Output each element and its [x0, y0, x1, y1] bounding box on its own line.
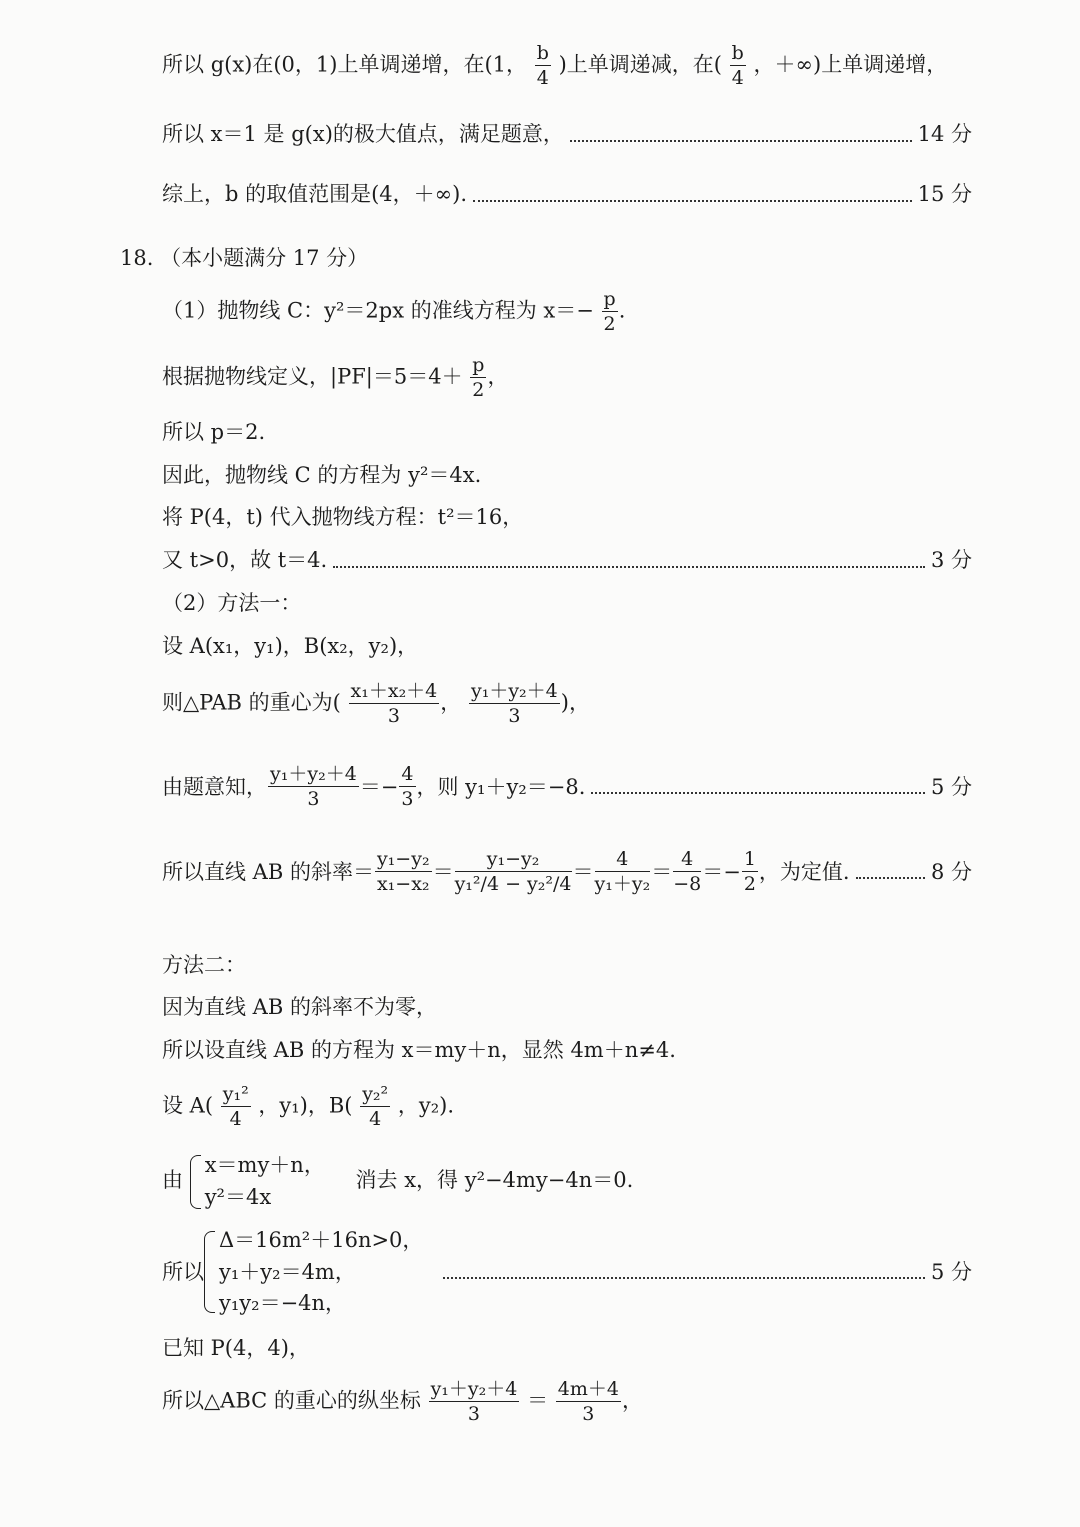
line-system-2: [162, 1225, 972, 1320]
dotted-leader: [856, 877, 925, 879]
text: 在(0，1)上单调递增，在(1，: [252, 52, 528, 77]
text: 综上，b 的取值范围是(4，＋∞).: [162, 182, 468, 206]
line-conclusion: [162, 184, 972, 205]
score: 15 分: [917, 182, 972, 206]
fraction-4-over-3: $\frac{4}{3}$: [401, 763, 414, 810]
fraction-y-centroid: $\frac{\text{y₁＋y₂＋4}}{3}$: [470, 680, 558, 727]
fraction-p-over-2: $\frac{p}{2}$: [472, 354, 485, 401]
text: 由题意知，: [162, 774, 267, 799]
text: ，: [440, 690, 462, 715]
fraction-ordinate-1: $\frac{\text{y₁＋y₂＋4}}{3}$: [430, 1378, 518, 1425]
line-p: 所以 p＝2.: [162, 420, 266, 444]
line-nonzero-slope: 因为直线 AB 的斜率不为零，: [162, 995, 437, 1019]
text: ＝: [651, 859, 673, 884]
fraction-slope-1: $\frac{\text{y₁−y₂}}{\text{x₁−x₂}}$: [376, 848, 430, 895]
score: 5 分: [930, 774, 972, 799]
text: y²＝4x: [204, 1184, 272, 1209]
line-directrix: [162, 290, 625, 334]
line-max-point: [162, 124, 972, 145]
fraction-p-over-2: $\frac{p}{2}$: [603, 288, 616, 335]
line-method2: 方法二：: [162, 953, 246, 977]
dotted-leader: [443, 1277, 925, 1279]
line-setpoints: 设 A(x₁，y₁)，B(x₂，y₂)，: [162, 634, 419, 658]
fraction-slope-4: $\frac{4}{-8}$: [673, 848, 702, 895]
text: ，为定值.: [758, 859, 850, 884]
line-centroid: [162, 682, 590, 726]
text: ＝−: [702, 859, 741, 884]
text: )，: [560, 690, 590, 715]
question-18-header: 18. （本小题满分 17 分）: [120, 246, 369, 270]
line-equation: 因此，抛物线 C 的方程为 y²＝4x.: [162, 463, 482, 487]
text: ，y₂).: [397, 1093, 454, 1118]
text: 所以△ABC 的重心的纵坐标: [162, 1388, 421, 1413]
score: 3 分: [930, 548, 972, 572]
fraction-y1sq: $\frac{\text{y₁²}}{4}$: [222, 1083, 249, 1130]
text: ，则 y₁＋y₂＝−8.: [416, 774, 586, 799]
fraction-b-over-4: $\frac{b}{4}$: [536, 42, 549, 89]
fraction-x-centroid: $\frac{\text{x₁＋x₂＋4}}{3}$: [350, 680, 438, 727]
fraction-slope-3: $\frac{4}{\text{y₁＋y₂}}$: [594, 848, 651, 895]
equation-system: [190, 1150, 325, 1213]
score: 14 分: [917, 122, 972, 146]
score: 8 分: [930, 859, 972, 884]
text: x＝my＋n，: [204, 1153, 325, 1177]
text: 所以: [162, 1259, 204, 1284]
text: .: [618, 298, 626, 323]
text: ，: [487, 364, 509, 389]
dotted-leader: [591, 792, 925, 794]
text: 又 t>0，故 t＝4.: [162, 548, 328, 572]
text: ＝: [572, 859, 594, 884]
text: 由: [162, 1168, 183, 1192]
text: ＝: [432, 859, 454, 884]
dotted-leader: [333, 566, 925, 568]
dotted-leader: [570, 140, 912, 142]
line-sum: [162, 765, 972, 809]
text: 则△PAB 的重心为(: [162, 690, 341, 715]
score: 5 分: [930, 1259, 972, 1284]
line-known-p: 已知 P(4，4)，: [162, 1336, 310, 1360]
fraction-b-over-4: $\frac{b}{4}$: [731, 42, 744, 89]
text: )上单调递减，在(: [558, 52, 722, 77]
dotted-leader: [473, 200, 912, 202]
equation-system: [204, 1225, 423, 1320]
text: 消去 x，得 y²−4my−4n＝0.: [355, 1168, 634, 1192]
text: 根据抛物线定义，|PF|＝5＝4＋: [162, 364, 463, 389]
brace: [204, 1231, 215, 1313]
text: Δ＝16m²＋16n>0，: [219, 1228, 424, 1252]
text: y₁y₂＝−4n，: [219, 1291, 347, 1315]
text: 所以直线 AB 的斜率＝: [162, 859, 374, 884]
text: ＝−: [359, 774, 399, 799]
line-set-ab: 所以设直线 AB 的方程为 x＝my＋n，显然 4m＋n≠4.: [162, 1038, 676, 1062]
text: 所以: [162, 52, 211, 77]
text: ，y₁)，B(: [258, 1093, 353, 1118]
line-monotonic: [162, 44, 947, 88]
fraction-slope-5: $\frac{1}{2}$: [743, 848, 756, 895]
brace: [190, 1155, 201, 1209]
text: ，＋∞)上单调递增，: [753, 52, 948, 77]
text: ，: [621, 1388, 643, 1413]
fraction-y2sq: $\frac{\text{y₂²}}{4}$: [362, 1083, 389, 1130]
text: g(x): [210, 52, 253, 77]
text: y₁＋y₂＝4m，: [219, 1259, 356, 1284]
line-definition: [162, 356, 508, 400]
line-t: [162, 550, 972, 571]
text: （1）抛物线 C：y²＝2px 的准线方程为 x＝−: [162, 298, 594, 323]
fraction-y-centroid: $\frac{\text{y₁＋y₂＋4}}{3}$: [270, 763, 357, 810]
fraction-slope-2: $\frac{\text{y₁−y₂}}{\text{y₁²/4 − y₂²/4}}$: [454, 848, 572, 895]
text: 所以 x＝1 是 g(x)的极大值点，满足题意，: [162, 122, 564, 146]
line-slope: [162, 850, 972, 894]
fraction-ordinate-2: $\frac{4m+4}{3}$: [557, 1378, 619, 1425]
line-centroid-ordinate: [162, 1380, 643, 1424]
text: 设 A(: [162, 1093, 214, 1118]
line-method1: （2）方法一：: [162, 591, 302, 615]
line-substitute: 将 P(4，t) 代入抛物线方程：t²＝16，: [162, 505, 524, 529]
line-system-1: [162, 1150, 633, 1213]
line-set-points-2: [162, 1085, 454, 1129]
text: ＝: [527, 1388, 549, 1413]
